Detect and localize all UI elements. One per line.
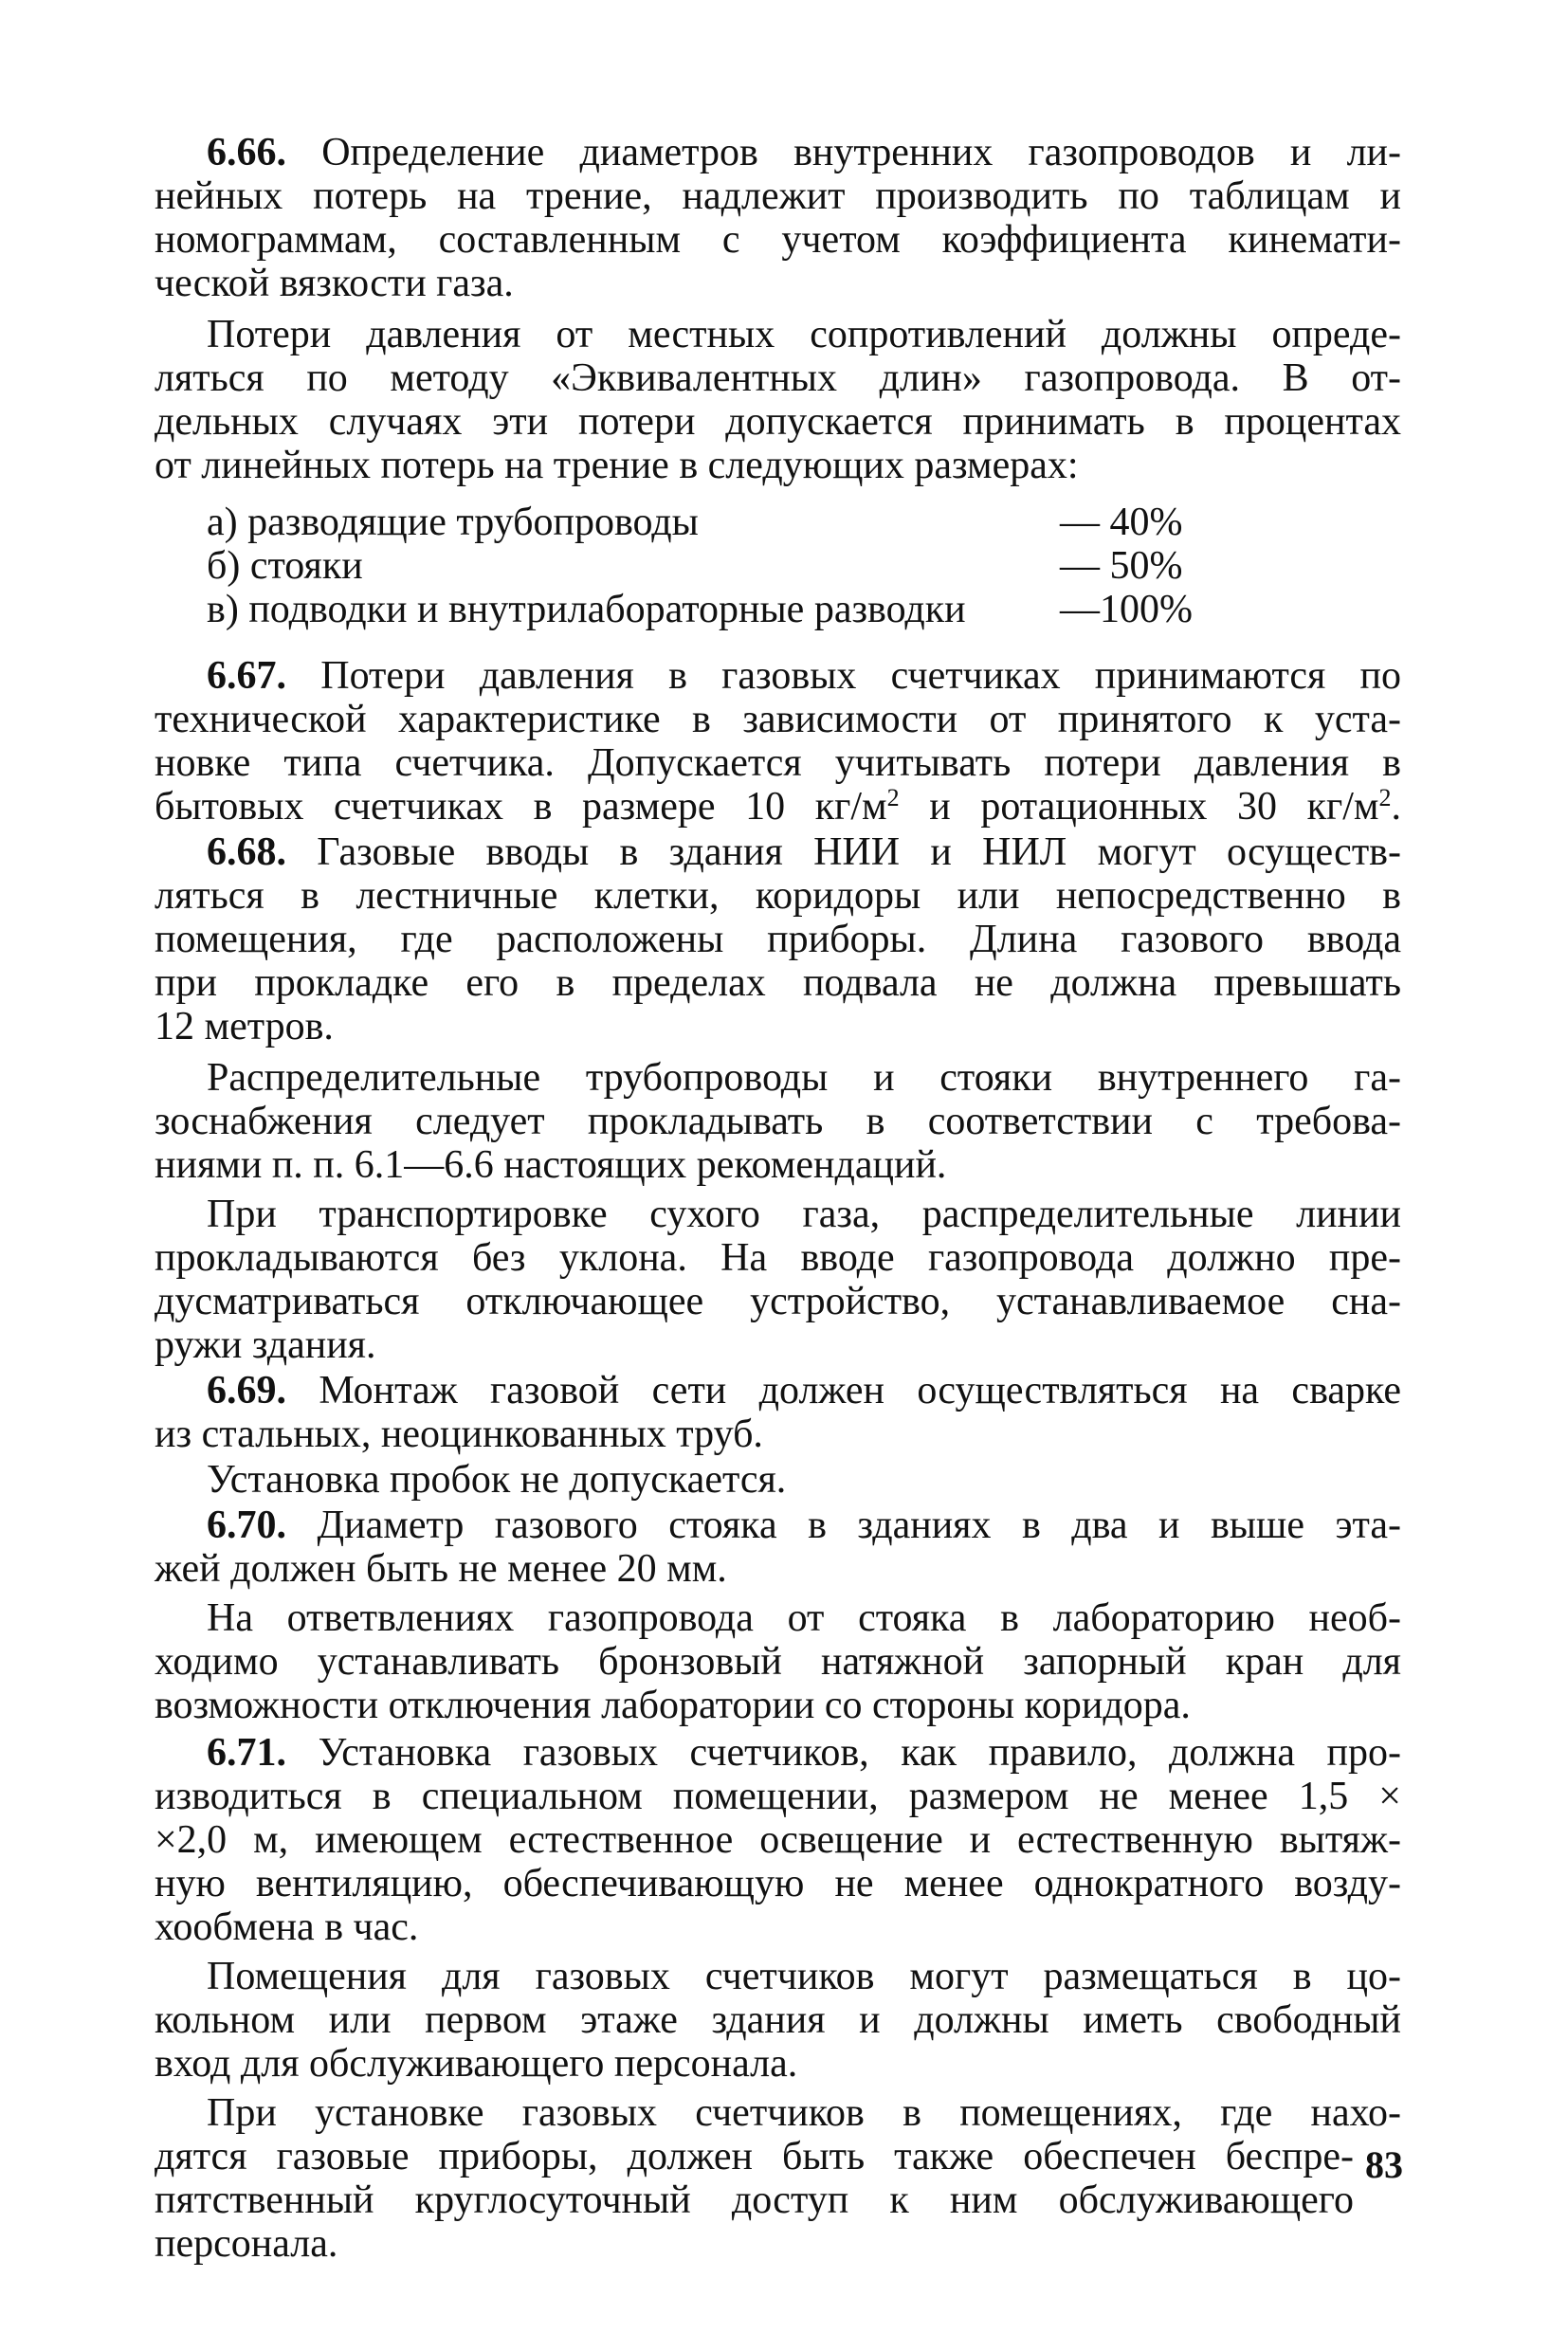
paragraph-line: ческой вязкости газа. bbox=[155, 262, 514, 305]
paragraph-line: новке типа счетчика. Допускается учитывать потери давления в bbox=[155, 741, 1401, 785]
paragraph-line: помещения, где расположены приборы. Длина газового ввода bbox=[155, 918, 1401, 961]
paragraph-line: На ответвлениях газопровода от стояка в лабораторию необ- bbox=[207, 1596, 1401, 1640]
paragraph-line bbox=[207, 1731, 1401, 1775]
paragraph-line bbox=[155, 785, 1401, 829]
section-number: 6.68. bbox=[207, 830, 286, 874]
paragraph-line: ружи здания. bbox=[155, 1323, 376, 1367]
section-number: 6.67. bbox=[207, 654, 286, 698]
paragraph-line: ходимо устанавливать бронзовый натяжной запорный кран для bbox=[155, 1640, 1401, 1684]
list-item-value: — 50% bbox=[1060, 544, 1183, 588]
superscript: 2 bbox=[886, 784, 900, 811]
paragraph-line: ляться по методу «Эквивалентных длин» газопровода. В от- bbox=[155, 356, 1401, 400]
paragraph-line: прокладываются без уклона. На вводе газопровода должно пре- bbox=[155, 1236, 1401, 1280]
superscript: 2 bbox=[1378, 784, 1392, 811]
text: и ротационных 30 кг/м bbox=[899, 785, 1379, 829]
paragraph-line: ляться в лестничные клетки, коридоры или непосредственно в bbox=[155, 874, 1401, 918]
paragraph-line: технической характеристике в зависимости от принятого к уста- bbox=[155, 698, 1401, 741]
paragraph-line: от линейных потерь на трение в следующих размерах: bbox=[155, 444, 1079, 487]
paragraph-line bbox=[207, 830, 1401, 874]
paragraph-line: Распределительные трубопроводы и стояки внутреннего га- bbox=[207, 1056, 1401, 1100]
paragraph-line: хообмена в час. bbox=[155, 1905, 419, 1949]
paragraph-line: изводиться в специальном помещении, размером не менее 1,5 × bbox=[155, 1775, 1401, 1818]
paragraph-line bbox=[207, 654, 1401, 698]
list-item bbox=[207, 544, 1183, 588]
list-item-label: б) стояки bbox=[207, 544, 363, 588]
paragraph-line: жей должен быть не менее 20 мм. bbox=[155, 1547, 727, 1591]
paragraph-line: дусматриваться отключающее устройство, устанавливаемое сна- bbox=[155, 1280, 1401, 1323]
section-number: 6.66. bbox=[207, 131, 286, 174]
section-number: 6.70. bbox=[207, 1504, 286, 1547]
paragraph-line: ниями п. п. 6.1—6.6 настоящих рекомендаций. bbox=[155, 1143, 947, 1187]
paragraph-line: вход для обслуживающего персонала. bbox=[155, 2042, 798, 2086]
text: . bbox=[1391, 785, 1401, 829]
paragraph-line: при прокладке его в пределах подвала не должна превышать bbox=[155, 961, 1401, 1005]
section-number: 6.71. bbox=[207, 1731, 286, 1775]
paragraph-line bbox=[207, 131, 1401, 174]
page-number: 83 bbox=[1365, 2143, 1403, 2186]
paragraph-line: номограммам, составленным с учетом коэффициента кинемати- bbox=[155, 218, 1401, 262]
paragraph-line: При транспортировке сухого газа, распределительные линии bbox=[207, 1193, 1401, 1236]
paragraph-line: из стальных, неоцинкованных труб. bbox=[155, 1412, 763, 1456]
paragraph-line: Помещения для газовых счетчиков могут размещаться в цо- bbox=[207, 1955, 1401, 1998]
paragraph-line: ную вентиляцию, обеспечивающую не менее однократного возду- bbox=[155, 1862, 1401, 1905]
text: Определение диаметров внутренних газопроводов и ли- bbox=[321, 131, 1401, 174]
paragraph-line bbox=[207, 1504, 1401, 1547]
paragraph-line: пятственный круглосуточный доступ к ним обслуживающего bbox=[155, 2178, 1354, 2222]
paragraph-line: дельных случаях эти потери допускается принимать в процентах bbox=[155, 400, 1401, 444]
paragraph-line: зоснабжения следует прокладывать в соответствии с требова- bbox=[155, 1100, 1401, 1143]
text: Потери давления в газовых счетчиках принимаются по bbox=[320, 654, 1402, 698]
paragraph-line: ×2,0 м, имеющем естественное освещение и естественную вытяж- bbox=[155, 1818, 1401, 1862]
text: Газовые вводы в здания НИИ и НИЛ могут осуществ- bbox=[317, 830, 1401, 874]
paragraph-line: нейных потерь на трение, надлежит производить по таблицам и bbox=[155, 174, 1401, 218]
paragraph-line: Установка пробок не допускается. bbox=[207, 1458, 787, 1502]
loss-list bbox=[207, 501, 1268, 633]
text: Установка газовых счетчиков, как правило, должна про- bbox=[318, 1731, 1402, 1775]
section-number: 6.69. bbox=[207, 1369, 286, 1412]
text: Диаметр газового стояка в зданиях в два и выше эта- bbox=[317, 1504, 1402, 1547]
text: бытовых счетчиках в размере 10 кг/м bbox=[155, 785, 887, 829]
paragraph-line: 12 метров. bbox=[155, 1005, 334, 1048]
list-item bbox=[207, 588, 1193, 631]
list-item bbox=[207, 501, 1183, 544]
list-item-value: — 40% bbox=[1060, 501, 1183, 544]
paragraph-line: Потери давления от местных сопротивлений должны опреде- bbox=[207, 313, 1401, 356]
paragraph-line: кольном или первом этаже здания и должны иметь свободный bbox=[155, 1998, 1401, 2042]
paragraph-line: При установке газовых счетчиков в помещениях, где нахо- bbox=[207, 2091, 1401, 2135]
paragraph-line: персонала. bbox=[155, 2222, 338, 2266]
list-item-value: —100% bbox=[1060, 588, 1193, 631]
list-item-label: а) разводящие трубопроводы bbox=[207, 501, 699, 544]
text: Монтаж газовой сети должен осуществляться на сварке bbox=[319, 1369, 1401, 1412]
paragraph-line bbox=[207, 1369, 1401, 1412]
paragraph-line: возможности отключения лаборатории со стороны коридора. bbox=[155, 1684, 1191, 1727]
list-item-label: в) подводки и внутрилабораторные разводки bbox=[207, 588, 966, 631]
paragraph-line: дятся газовые приборы, должен быть также обеспечен беспре- bbox=[155, 2135, 1354, 2178]
